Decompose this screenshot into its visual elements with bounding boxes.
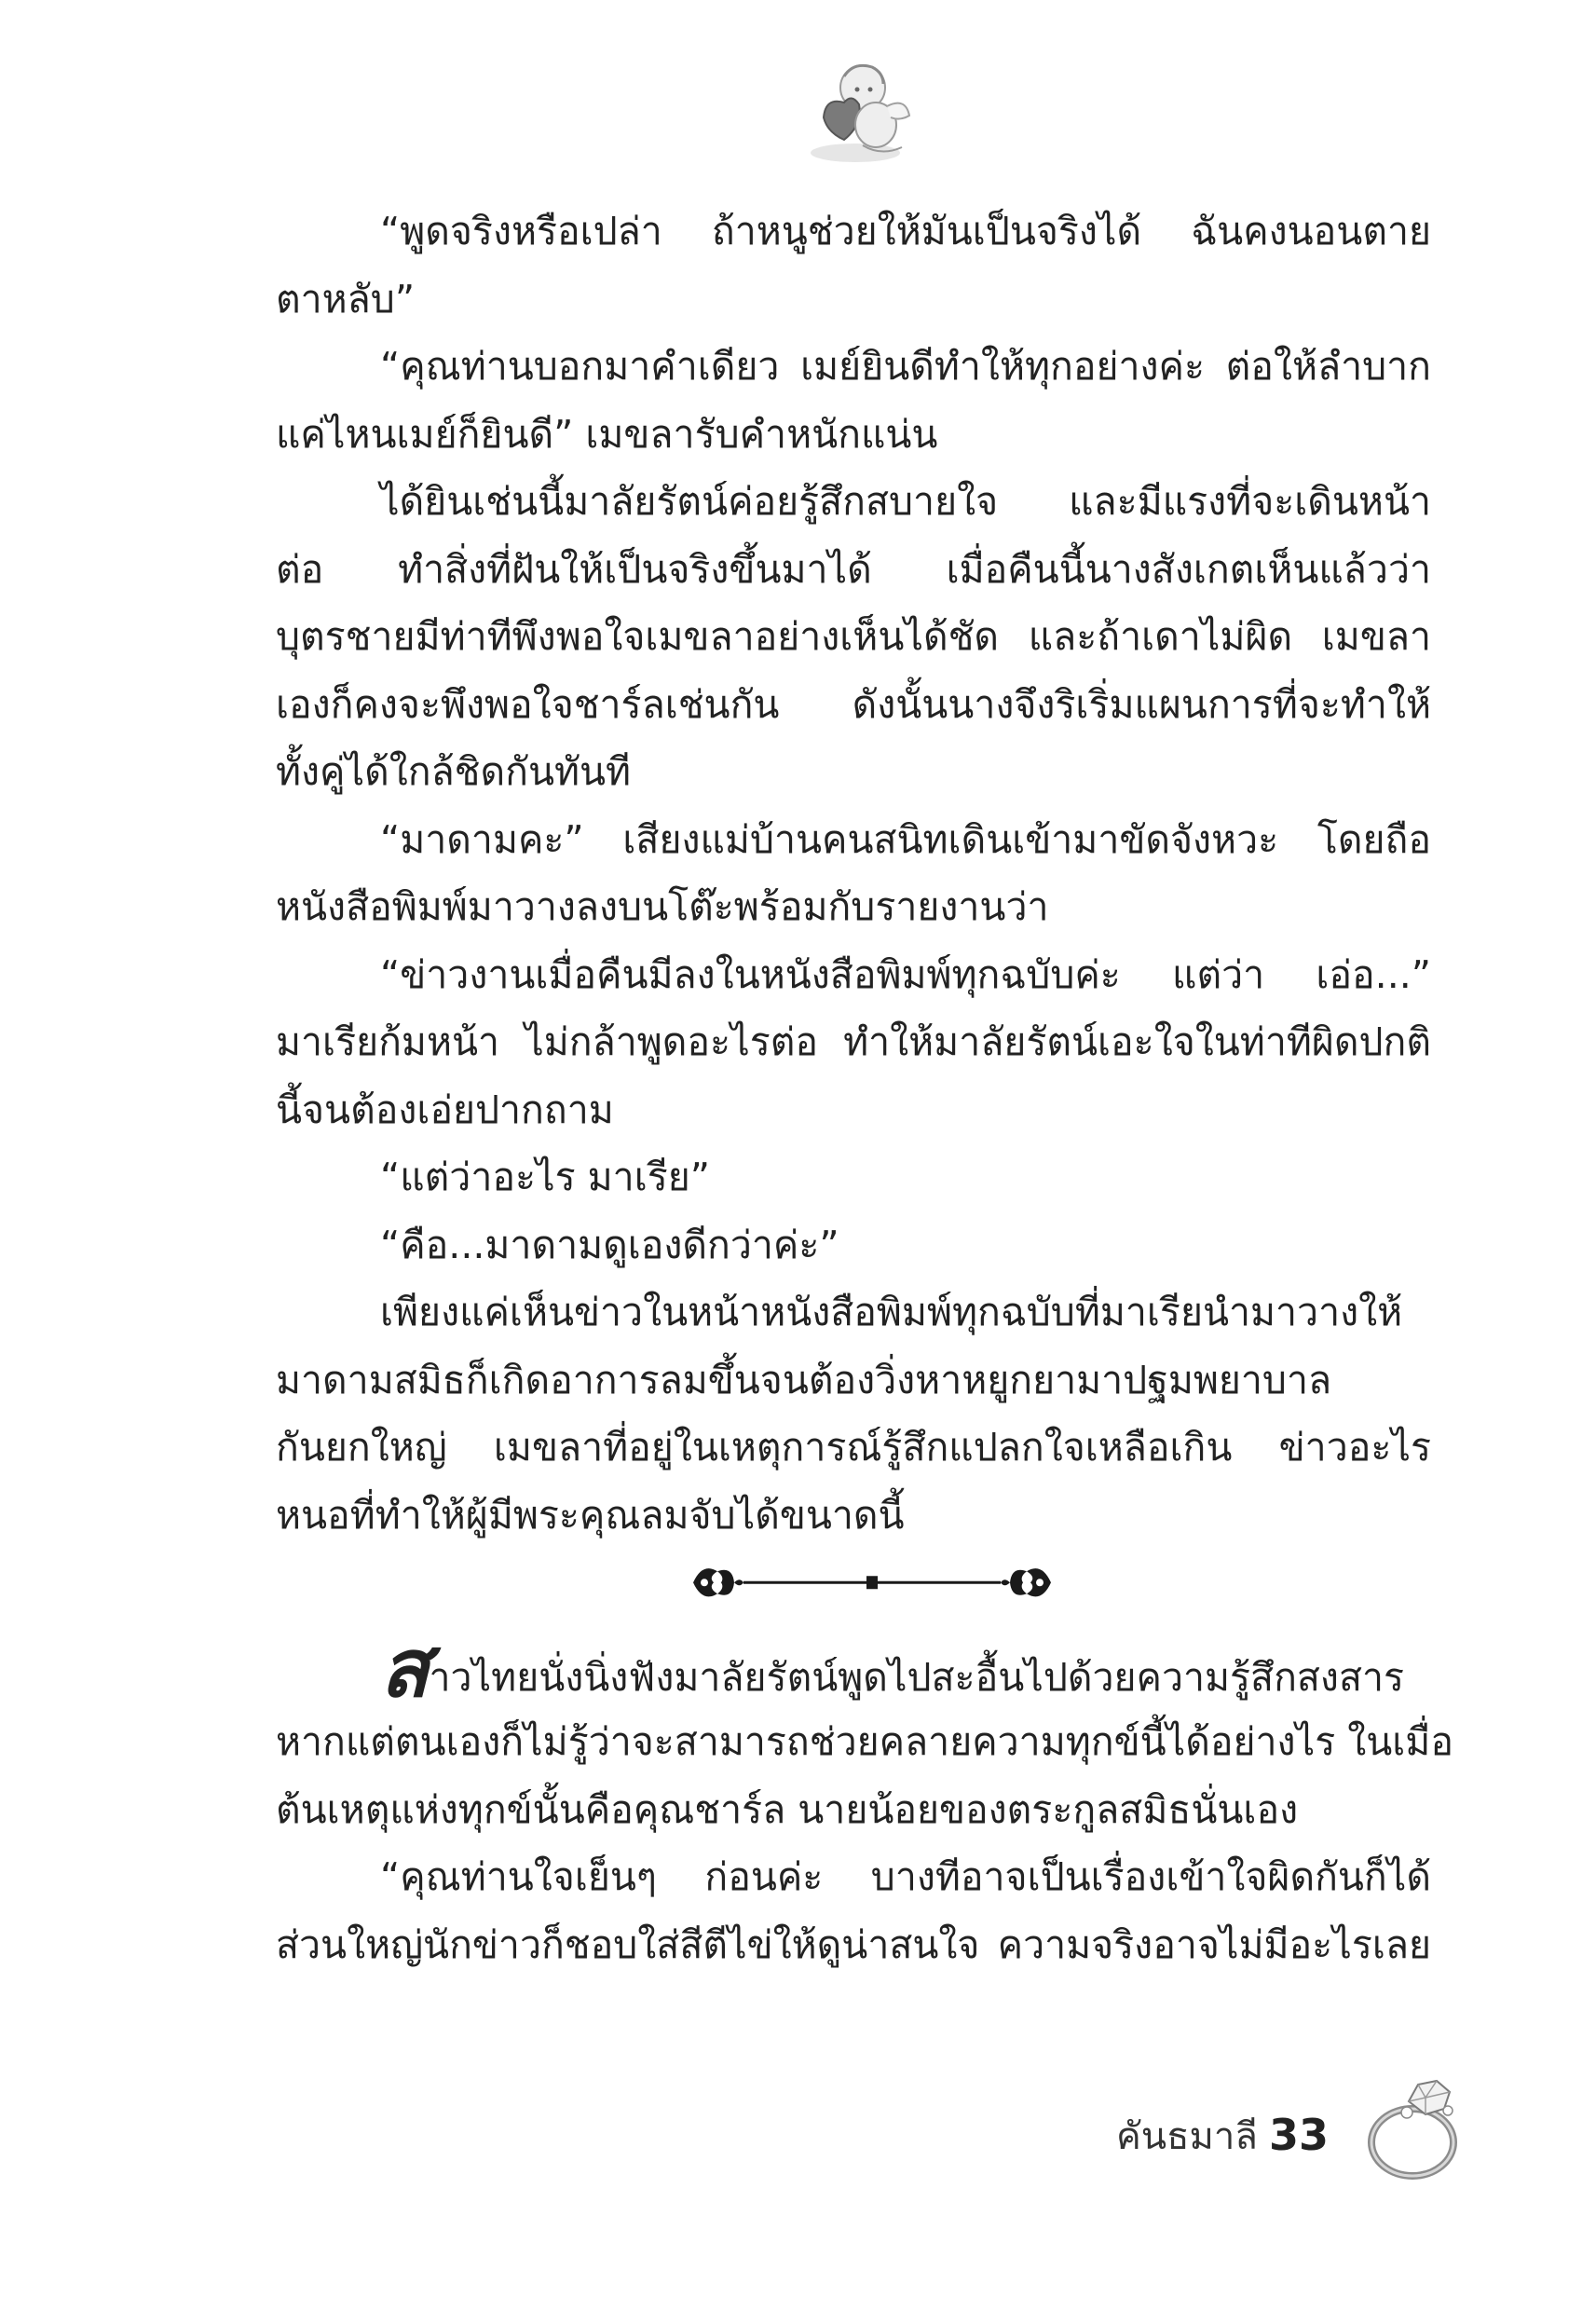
story-text (276, 198, 1453, 1978)
diamond-ring-icon (1360, 2064, 1472, 2185)
text-line: “คือ...มาดามดูเองดีกว่าค่ะ” (380, 1222, 839, 1267)
text-line: “คุณท่านบอกมาคำเดียว เมย์ยินดีทำให้ทุกอย่างค่ะ ต่อให้ลำบาก (380, 344, 1431, 389)
text-line: ได้ยินเช่นนี้มาลัยรัตน์ค่อยรู้สึกสบายใจ และมีแรงที่จะเดินหน้า (380, 479, 1431, 524)
text-line: เพียงแค่เห็นข่าวในหน้าหนังสือพิมพ์ทุกฉบับที่มาเรียนำมาวางให้ (380, 1290, 1403, 1334)
text-line: “มาดามคะ” เสียงแม่บ้านคนสนิทเดินเข้ามาขัดจังหวะ โดยถือ (380, 816, 1431, 862)
text-line: ส่วนใหญ่นักข่าวก็ชอบใส่สีตีไข่ให้ดูน่าสนใจ ความจริงอาจไม่มีอะไรเลย (276, 1921, 1431, 1967)
text-line: “ข่าวงานเมื่อคืนมีลงในหนังสือพิมพ์ทุกฉบับค่ะ แต่ว่า เอ่อ...” (380, 951, 1431, 997)
text-line: มาดามสมิธก็เกิดอาการลมขึ้นจนต้องวิ่งหาหยูกยามาปฐมพยาบาล (276, 1357, 1332, 1402)
text-line: หนังสือพิมพ์มาวางลงบนโต๊ะพร้อมกับรายงานว่า (276, 884, 1049, 929)
page-number: 33 (1269, 2110, 1330, 2160)
text-line: “แต่ว่าอะไร มาเรีย” (380, 1155, 711, 1199)
text-line: ตาหลับ” (276, 276, 416, 321)
text-line: มาเรียก้มหน้า ไม่กล้าพูดอะไรต่อ ทำให้มาลัยรัตน์เอะใจในท่าทีผิดปกติ (276, 1019, 1431, 1064)
text-line: หากแต่ตนเองก็ไม่รู้ว่าจะสามารถช่วยคลายความทุกข์นี้ได้อย่างไร ในเมื่อ (276, 1719, 1453, 1764)
book-title: คันธมาลี (1116, 2115, 1258, 2158)
text-line: ต่อ ทำสิ่งที่ฝันให้เป็นจริงขึ้นมาได้ เมื่อคืนนี้นางสังเกตเห็นแล้วว่า (276, 546, 1431, 592)
text-line: หนอที่ทำให้ผู้มีพระคุณลมจับได้ขนาดนี้ (276, 1492, 905, 1538)
drop-cap: ส (380, 1621, 430, 1716)
text-line-rest: าวไทยนั่งนิ่งฟังมาลัยรัตน์พูดไปสะอื้นไปด้วยความรู้สึกสงสาร (429, 1654, 1405, 1700)
text-line: บุตรชายมีท่าทีพึงพอใจเมขลาอย่างเห็นได้ชัด และถ้าเดาไม่ผิด เมขลา (276, 614, 1431, 659)
text-line: กันยกใหญ่ เมขลาที่อยู่ในเหตุการณ์รู้สึกแปลกใจเหลือเกิน ข่าวอะไร (276, 1425, 1431, 1470)
text-line: นี้จนต้องเอ่ยปากถาม (276, 1087, 614, 1132)
text-line: เองก็คงจะพึงพอใจชาร์ลเช่นกัน ดังนั้นนางจึงริเริ่มแผนการที่จะทำให้ (276, 681, 1431, 727)
text-line-dropcap (276, 1621, 1431, 1716)
text-line: “คุณท่านใจเย็นๆ ก่อนค่ะ บางทีอาจเป็นเรื่องเข้าใจผิดกันก็ได้ (380, 1854, 1431, 1899)
text-line: ทั้งคู่ได้ใกล้ชิดกันทันที (276, 749, 632, 794)
cherub-icon (798, 56, 919, 168)
fleuron-divider-icon (686, 1549, 1058, 1617)
text-line: “พูดจริงหรือเปล่า ถ้าหนูช่วยให้มันเป็นจริงได้ ฉันคงนอนตาย (380, 209, 1431, 253)
text-line: แค่ไหนเมย์ก็ยินดี” เมขลารับคำหนักแน่น (276, 411, 938, 457)
text-line: ต้นเหตุแห่งทุกข์นั้นคือคุณชาร์ล นายน้อยของตระกูลสมิธนั่นเอง (276, 1786, 1299, 1832)
